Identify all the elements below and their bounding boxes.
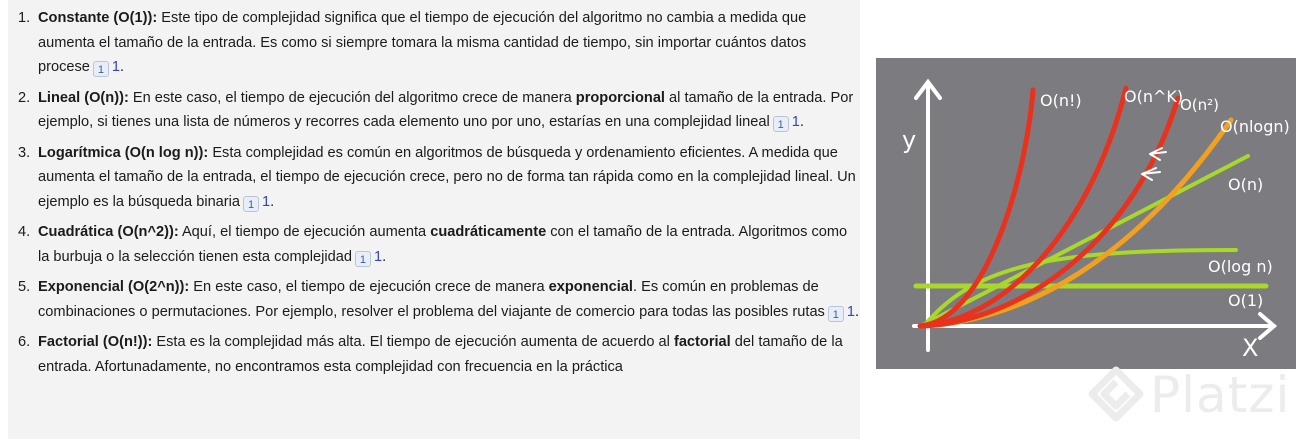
item-number: 3. — [18, 144, 31, 161]
curve-o-nk — [922, 88, 1126, 326]
citation-badge[interactable]: 1 — [355, 251, 371, 267]
item-emphasis: exponencial — [548, 279, 633, 295]
curve-o-n — [921, 156, 1248, 326]
item-colon: : — [173, 224, 179, 240]
citation-link[interactable]: 1 — [111, 59, 121, 75]
item-text-2: al tamaño de la entrada. Por ejemplo, si tienes una lista de números y recorres cada elemento uno por uno, estarías en una complejidad lineal — [38, 89, 854, 130]
curve-label: O(n) — [1228, 175, 1264, 194]
platzi-watermark — [1080, 362, 1300, 422]
list-item-exponencial — [18, 275, 860, 324]
citation-link[interactable]: 1 — [791, 114, 800, 130]
item-colon: : — [203, 144, 209, 161]
platzi-wordmark: Platzi — [1150, 366, 1291, 424]
x-axis-label: X — [1242, 334, 1259, 362]
item-text: En este caso, el tiempo de ejecución crece de manera — [189, 279, 549, 295]
citation-badge[interactable]: 1 — [773, 116, 789, 132]
item-number: 6. — [18, 334, 31, 350]
item-text: Esta complejidad es común en algoritmos de búsqueda y ordenamiento eficientes. A medida que aumenta el tamaño de la entrada, el tiempo de ejecución crece, pero no de forma tan rápida como en la complejidad lineal. Un ejemplo es la búsqueda binaria — [38, 144, 856, 210]
item-number: 4. — [18, 224, 31, 240]
item-text: Este tipo de complejidad significa que el tiempo de ejecución del algoritmo no cambia a medida que aumenta el tamaño de la entrada. Es como si siempre tomara la misma cantidad de tiempo, sin importar cuántos datos procese — [38, 10, 807, 75]
list-item-logaritmica — [18, 141, 860, 215]
big-o-complexity-image — [876, 58, 1296, 369]
item-term: Constante (O(1)) — [38, 10, 153, 26]
item-term: Cuadrática (O(n^2)) — [38, 224, 174, 240]
item-colon: : — [152, 10, 158, 26]
list-item-constante — [18, 6, 860, 80]
item-colon: : — [147, 334, 153, 350]
item-emphasis: cuadráticamente — [430, 224, 547, 240]
y-axis-label: y — [902, 126, 917, 154]
complexity-sketch — [876, 58, 1296, 369]
item-text-2: . Es común en problemas de combinaciones o permutaciones. Por ejemplo, resolver el problema del viajante de comercio para todas las posibles rutas — [38, 279, 825, 320]
curve-label: O(log n) — [1208, 257, 1273, 276]
item-term: Logarítmica (O(n log n)) — [38, 144, 204, 161]
item-colon: : — [123, 89, 129, 106]
platzi-logo-icon — [1086, 364, 1146, 424]
list-item-lineal — [18, 86, 860, 135]
citation-badge[interactable]: 1 — [243, 196, 259, 212]
item-text-2: con el tamaño de la entrada. Algoritmos como la burbuja o la selección tienen esta complejidad — [38, 224, 848, 265]
list-item-factorial — [18, 330, 860, 379]
item-end: . — [854, 303, 860, 320]
list-item-cuadratica — [18, 220, 860, 269]
item-number: 1. — [18, 10, 31, 26]
citation-badge[interactable]: 1 — [93, 61, 109, 77]
item-number: 5. — [18, 279, 31, 295]
complexity-list — [8, 0, 860, 379]
curve-label: O(n!) — [1040, 91, 1082, 110]
item-term: Factorial (O(n!)) — [38, 334, 148, 350]
item-colon: : — [184, 279, 190, 295]
curve-label: O(n^K) — [1124, 87, 1184, 106]
item-emphasis: factorial — [673, 334, 731, 350]
item-text: Esta es la complejidad más alta. El tiempo de ejecución aumenta de acuerdo al — [152, 334, 674, 350]
citation-link[interactable]: 1 — [262, 193, 271, 210]
curve-o-n-factorial — [920, 90, 1033, 326]
curve-label: O(nlogn) — [1220, 117, 1290, 136]
item-text: Aquí, el tiempo de ejecución aumenta — [178, 224, 431, 240]
item-text: En este caso, el tiempo de ejecución del algoritmo crece de manera — [128, 89, 576, 106]
curve-label: O(1) — [1228, 291, 1264, 310]
item-end: . — [799, 114, 804, 130]
citation-badge[interactable]: 1 — [828, 306, 844, 322]
item-end: . — [382, 248, 387, 265]
item-emphasis: proporcional — [575, 89, 665, 106]
item-end: . — [120, 59, 125, 75]
citation-link[interactable]: 1 — [846, 303, 855, 320]
chat-answer-panel — [8, 0, 860, 439]
curve-label: O(n²) — [1180, 96, 1220, 114]
item-text-2: del tamaño de la entrada. Afortunadamente, no encontramos esta complejidad con frecuencia en la práctica — [38, 334, 843, 375]
item-term: Exponencial (O(2^n)) — [38, 279, 185, 295]
item-end: . — [270, 193, 275, 210]
citation-link[interactable]: 1 — [373, 248, 383, 265]
item-term: Lineal (O(n)) — [38, 89, 124, 106]
item-number: 2. — [18, 89, 31, 106]
